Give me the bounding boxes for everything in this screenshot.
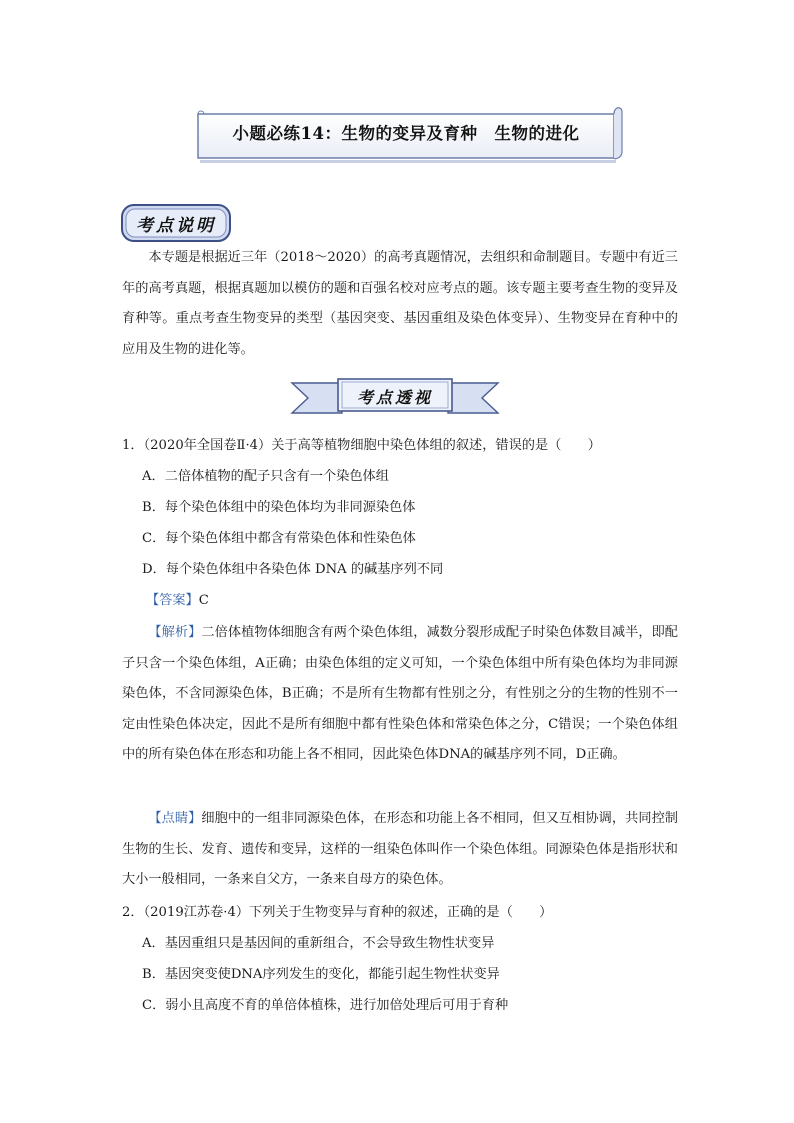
answer-value: C [198, 593, 209, 608]
analysis-tag: 【解析】 [148, 625, 202, 640]
analysis-text: 二倍体植物体细胞含有两个染色体组，减数分裂形成配子时染色体数目减半，即配子只含一个染色体组，A正确；由染色体组的定义可知，一个染色体组中所有染色体均为非同源染色体，不含同源染色体，B正确；不是所有生物都有性别之分，有性别之分的生物的性别不一定由性染色体决定，因此不是所有细胞中都有性染色体和常染色体之分，C错误；一个染色体组中的所有染色体在形态和功能上各不相同，因此染色体DNA的碱基序列不同，D正确。 [122, 625, 678, 762]
question-1-answer [146, 591, 209, 611]
tip-text: 细胞中的一组非同源染色体，在形态和功能上各不相同，但又互相协调，共同控制生物的生长、发育、遗传和变异，这样的一组染色体叫作一个染色体组。同源染色体是指形状和大小一般相同，一条来自父方，一条来自母方的染色体。 [122, 811, 678, 887]
question-1-analysis [122, 618, 678, 771]
section-badge-review [290, 377, 500, 417]
title-banner [194, 104, 624, 160]
section-badge-explain [120, 203, 232, 243]
badge-review-label: 考点透视 [356, 387, 433, 407]
question-1-option-b: B．每个染色体组中的染色体均为非同源染色体 [142, 500, 416, 515]
question-1-option-a: A．二倍体植物的配子只含有一个染色体组 [142, 469, 389, 484]
question-2-option-b: B．基因突变使DNA序列发生的变化，都能引起生物性状变异 [142, 967, 500, 982]
question-1-option-c: C．每个染色体组中都含有常染色体和性染色体 [142, 531, 416, 546]
question-2-option-a: A．基因重组只是基因间的重新组合，不会导致生物性状变异 [142, 936, 495, 951]
question-1-stem: 1．（2020年全国卷Ⅱ·4）关于高等植物细胞中染色体组的叙述，错误的是（ ） [122, 438, 601, 453]
intro-paragraph: 本专题是根据近三年（2018～2020）的高考真题情况，去组织和命制题目。专题中有近三年的高考真题，根据真题加以模仿的题和百强名校对应考点的题。该专题主要考查生物的变异及育种等。重点考查生物变异的类型（基因突变、基因重组及染色体变异）、生物变异在育种中的应用及生物的进化等。 [122, 250, 678, 357]
badge-explain-label: 考点说明 [136, 215, 216, 236]
question-1-tip [122, 804, 678, 896]
answer-tag: 【答案】 [146, 593, 199, 608]
question-1-option-d: D．每个染色体组中各染色体 DNA 的碱基序列不同 [142, 562, 444, 577]
question-2-option-c: C．弱小且高度不育的单倍体植株，进行加倍处理后可用于育种 [142, 998, 509, 1013]
tip-tag: 【点睛】 [148, 811, 202, 826]
page-title: 小题必练14：生物的变异及育种 生物的进化 [232, 124, 580, 143]
question-2-stem: 2．（2019江苏卷·4）下列关于生物变异与育种的叙述，正确的是（ ） [122, 905, 553, 920]
